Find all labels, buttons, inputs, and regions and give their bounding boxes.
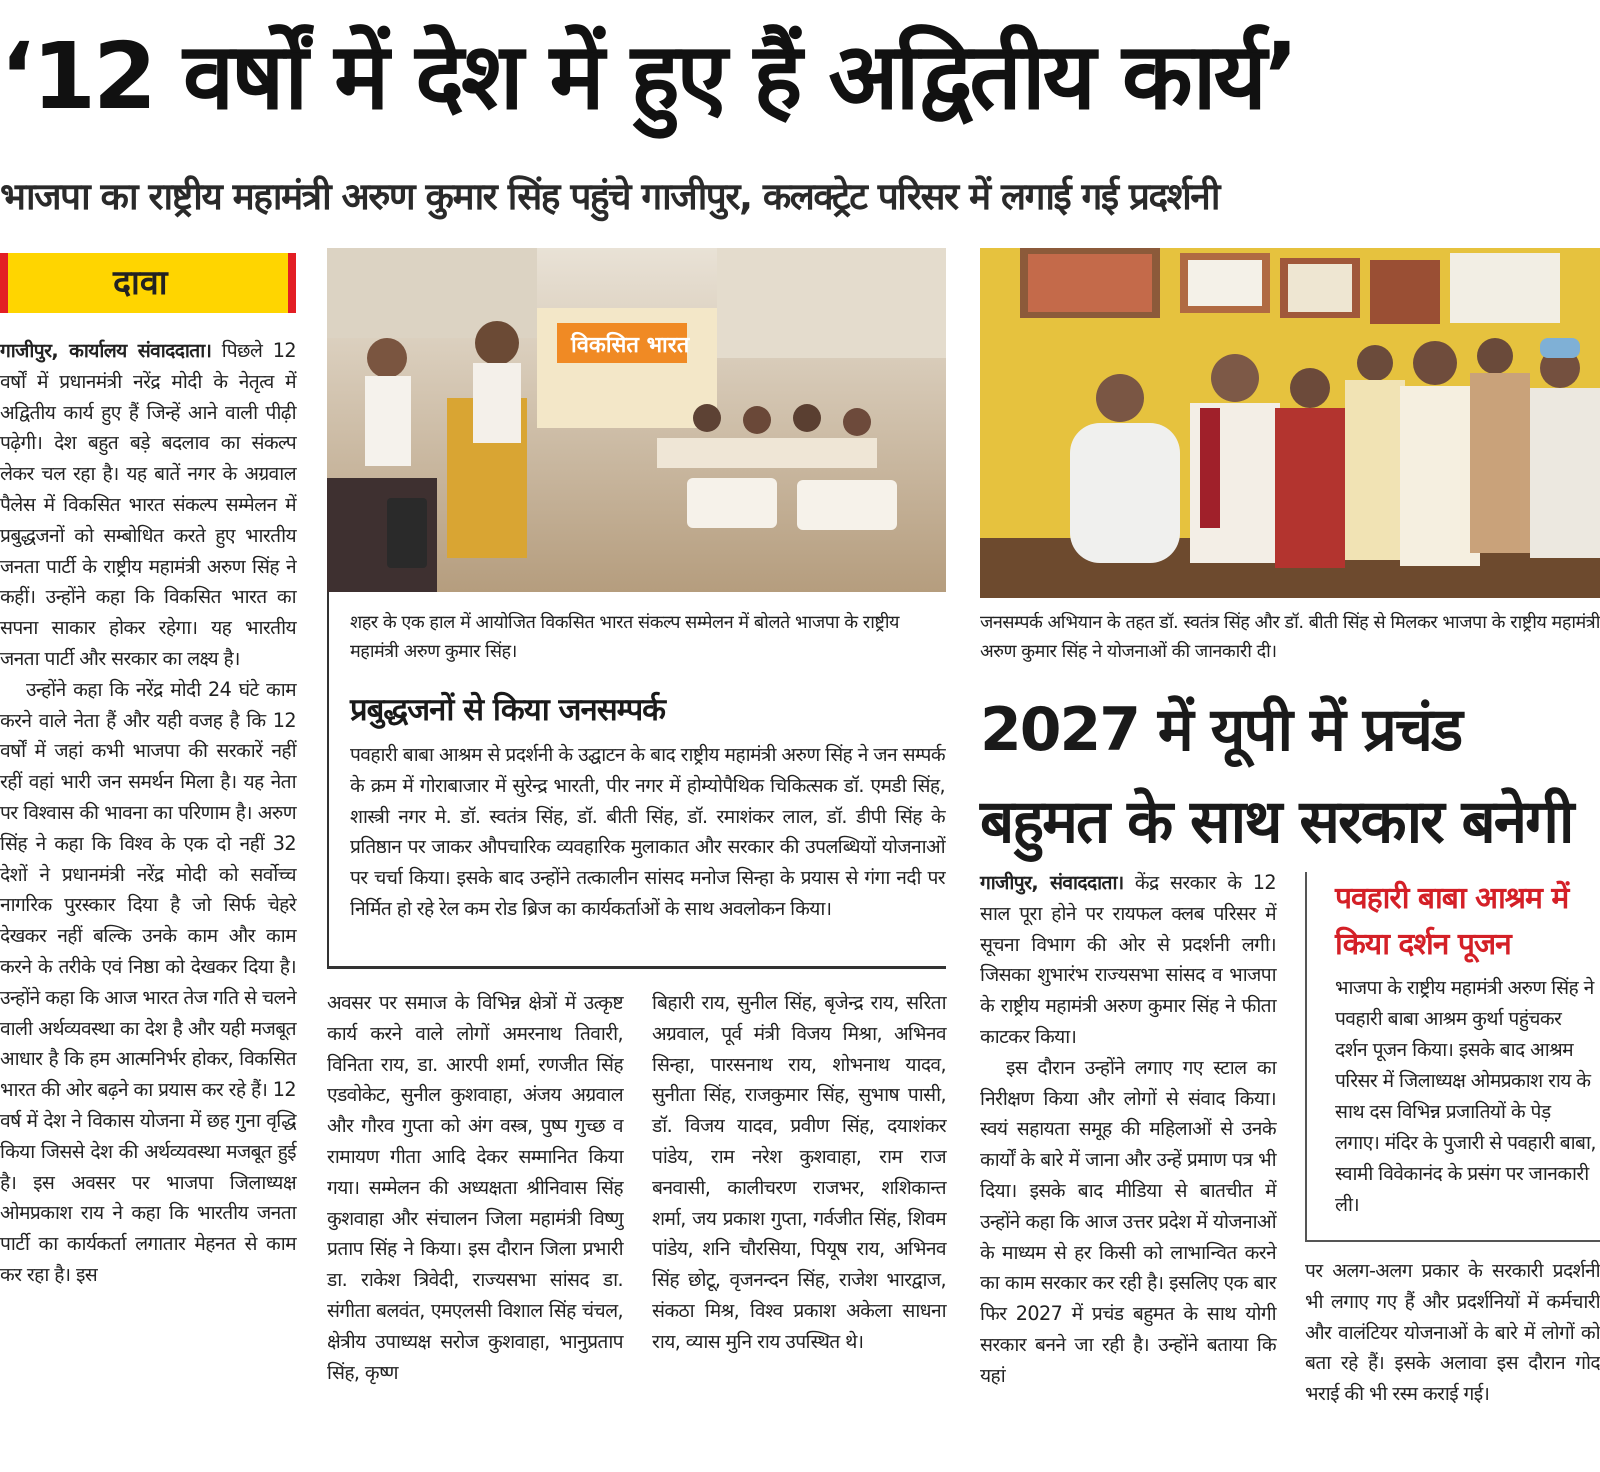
left-para-1-text: पिछले 12 वर्षों में प्रधानमंत्री नरेंद्र मोदी के नेतृत्व में अद्वितीय कार्य हुए हैं जिन्हें आने वाली पीढ़ी पढ़ेगी। देश बहुत बड़े बदलाव का संकल्प लेकर चल रहा है। यह बातें नगर के अग्रवाल पैलेस में विकसित भारत संकल्प सम्मेलन में प्रबुद्धजनों को सम्बोधित करते हुए भारतीय जनता पार्टी के राष्ट्रीय महामंत्री अरुण सिंह ने कहीं। उन्होंने कहा कि विकसित भारत का सपना साकार होकर रहेगा। यह भारतीय जनता पार्टी और सरकार का लक्ष्य है।	[0, 339, 296, 670]
dawa-tag	[0, 253, 296, 313]
sidebar-box	[1305, 872, 1600, 1242]
right-para-1	[980, 868, 1276, 1053]
main-headline: ‘12 वर्षों में देश में हुए हैं अद्वितीय कार्य’	[0, 23, 1296, 130]
photo-group-illustration	[980, 248, 1600, 598]
right-story-column-a	[980, 868, 1276, 1392]
photo-conference-illustration	[327, 248, 946, 592]
sub-story-divider	[327, 966, 946, 969]
photo-conference-caption: शहर के एक हाल में आयोजित विकसित भारत संकल्प सम्मेलन में बोलते भाजपा के राष्ट्रीय महामंत्री अरुण कुमार सिंह।	[350, 612, 899, 662]
left-dateline: गाजीपुर, कार्यालय संवाददाता।	[0, 339, 212, 362]
sub-story-heading: प्रबुद्धजनों से किया जनसम्पर्क	[350, 692, 665, 728]
right-story-column-b: पर अलग-अलग प्रकार के सरकारी प्रदर्शनी भी लगाए गए हैं और प्रदर्शनियों में कर्मचारी और वालंटियर योजनाओं के बारे में लोगों को बता रहे हैं। इसके अलावा इस दौरान गोद भराई की भी रस्म कराई गई।	[1305, 1259, 1600, 1406]
dawa-tag-label: दावा	[113, 263, 168, 303]
box-heading: पवहारी बाबा आश्रम में किया दर्शन पूजन	[1335, 881, 1569, 962]
left-para-2: उन्होंने कहा कि नरेंद्र मोदी 24 घंटे काम करने वाले नेता हैं और यही वजह है कि 12 वर्षों में जहां कभी भाजपा की सरकारें नहीं रहीं वहां भारी जन समर्थन मिला है। यह नेता पर विश्वास की भावना का परिणाम है। अरुण सिंह ने कहा कि विश्व के एक दो नहीं 32 देशों ने प्रधानमंत्री नरेंद्र मोदी को सर्वोच्च नागरिक पुरस्कार दिया है जो सिर्फ चेहरे देखकर नहीं बल्कि उनके काम और काम करने के तरीके एवं निष्ठा को देखकर दिया है। उन्होंने कहा कि आज भारत तेज गति से चलने वाली अर्थव्यवस्था का देश है और यही मजबूत आधार है कि हम आत्मनिर्भर होकर, विकसित भारत की ओर बढ़ने का प्रयास कर रहे हैं। 12 वर्ष में देश ने विकास योजना में छह गुना वृद्धि किया जिससे देश की अर्थव्यवस्था मजबूत हुई है। इस अवसर पर भाजपा जिलाध्यक्ष ओमप्रकाश राय ने कहा कि भारतीय जनता पार्टी का कार्यकर्ता लगातार मेहनत से काम कर रहा है। इस	[0, 677, 296, 1286]
subheadline: भाजपा का राष्ट्रीय महामंत्री अरुण कुमार सिंह पहुंचे गाजीपुर, कलक्ट्रेट परिसर में लगाई गई प्रदर्शनी	[0, 175, 1219, 218]
left-column	[0, 250, 296, 1472]
middle-column-a: अवसर पर समाज के विभिन्न क्षेत्रों में उत्कृष्ट कार्य करने वाले लोगों अमरनाथ तिवारी, विनिता राय, डा. आरपी शर्मा, रणजीत सिंह एडवोकेट, सुनील कुशवाहा, अंजय अग्रवाल और गौरव गुप्ता को अंग वस्त्र, पुष्प गुच्छ व रामायण गीता आदि देकर सम्मानित किया गया। सम्मेलन की अध्यक्षता श्रीनिवास सिंह कुशवाहा और संचालन जिला महामंत्री विष्णु प्रताप सिंह ने किया। इस दौरान जिला प्रभारी डा. राकेश त्रिवेदी, राज्यसभा सांसद डा. संगीता बलवंत, एमएलसी विशाल सिंह चंचल, क्षेत्रीय उपाध्यक्ष सरोज कुशवाहा, भानुप्रताप सिंह, कृष्ण	[327, 991, 623, 1384]
box-body: भाजपा के राष्ट्रीय महामंत्री अरुण सिंह ने पवहारी बाबा आश्रम कुर्था पहुंचकर दर्शन पूजन किया। इसके बाद आश्रम परिसर में जिलाध्यक्ष ओमप्रकाश राय के साथ दस विभिन्न प्रजातियों के पेड़ लगाए। मंदिर के पुजारी से पवहारी बाबा, स्वामी विवेकानंद के प्रसंग पर जानकारी ली।	[1335, 976, 1596, 1216]
photo-banner-text: विकसित भारत	[571, 333, 690, 358]
right-story-heading: 2027 में यूपी में प्रचंड बहुमत के साथ सरकार बनेगी	[980, 695, 1573, 857]
left-para-1	[0, 336, 296, 675]
left-column-body	[0, 336, 296, 1291]
photo-group-caption: जनसम्पर्क अभियान के तहत डॉ. स्वतंत्र सिंह और डॉ. बीती सिंह से मिलकर भाजपा के राष्ट्रीय महामंत्री अरुण कुमार सिंह ने योजनाओं की जानकारी दी।	[980, 612, 1600, 662]
photo-group	[980, 248, 1600, 598]
right-dateline: गाजीपुर, संवाददाता।	[980, 871, 1124, 894]
right-para-2: इस दौरान उन्होंने लगाए गए स्टाल का निरीक्षण किया और लोगों से संवाद किया। स्वयं सहायता समूह की महिलाओं से उनके कार्यों के बारे में जाना और उन्हें प्रमाण पत्र भी दिया। इसके बाद मीडिया से बातचीत में उन्होंने कहा कि आज उत्तर प्रदेश में योजनाओं के माध्यम से हर किसी को लाभान्वित करने का काम सरकार कर रही है। इसलिए एक बार फिर 2027 में प्रचंड बहुमत के साथ योगी सरकार बनने जा रही है। उन्होंने बताया कि यहां	[980, 1055, 1276, 1387]
right-para-1-text: केंद्र सरकार के 12 साल पूरा होने पर रायफल क्लब परिसर में सूचना विभाग की ओर से प्रदर्शनी लगी। जिसका शुभारंभ राज्यसभा सांसद व भाजपा के राष्ट्रीय महामंत्री अरुण कुमार सिंह ने फीता काटकर किया।	[980, 871, 1277, 1048]
middle-column-b: बिहारी राय, सुनील सिंह, बृजेन्द्र राय, सरिता अग्रवाल, पूर्व मंत्री विजय मिश्रा, अभिनव सिन्हा, पारसनाथ राय, शोभनाथ यादव, सुनीता सिंह, राजकुमार सिंह, सुभाष पासी, डॉ. विजय यादव, प्रवीण सिंह, दयाशंकर पांडेय, राम नरेश कुशवाहा, राम राज बनवासी, कालीचरण राजभर, शशिकान्त शर्मा, जय प्रकाश गुप्ता, गर्वजीत सिंह, शिवम पांडेय, शनि चौरसिया, पियूष राय, अभिनव सिंह छोटू, वृजनन्दन सिंह, राजेश भारद्वाज, संकठा मिश्र, विश्व प्रकाश अकेला साधना राय, व्यास मुनि राय उपस्थित थे।	[652, 991, 946, 1353]
sub-story-divider-vertical	[327, 592, 329, 968]
photo-conference	[327, 248, 946, 592]
sub-story-body: पवहारी बाबा आश्रम से प्रदर्शनी के उद्घाटन के बाद राष्ट्रीय महामंत्री अरुण सिंह ने जन सम्पर्क के क्रम में गोराबाजार में सुरेन्द्र भारती, पीर नगर में होम्योपैथिक चिकित्सक डॉ. एमडी सिंह, शास्त्री नगर मे. डॉ. स्वतंत्र सिंह, डॉ. बीती सिंह, डॉ. रमाशंकर लाल, डॉ. डीपी सिंह के प्रतिष्ठान पर जाकर औपचारिक व्यवहारिक मुलाकात और सरकार की उपलब्धियों योजनाओं पर चर्चा किया। इसके बाद उन्होंने तत्कालीन सांसद मनोज सिन्हा के प्रयास से गंगा नदी पर निर्मित हो रहे रेल कम रोड ब्रिज का कार्यकर्ताओं के साथ अवलोकन किया।	[350, 743, 945, 920]
